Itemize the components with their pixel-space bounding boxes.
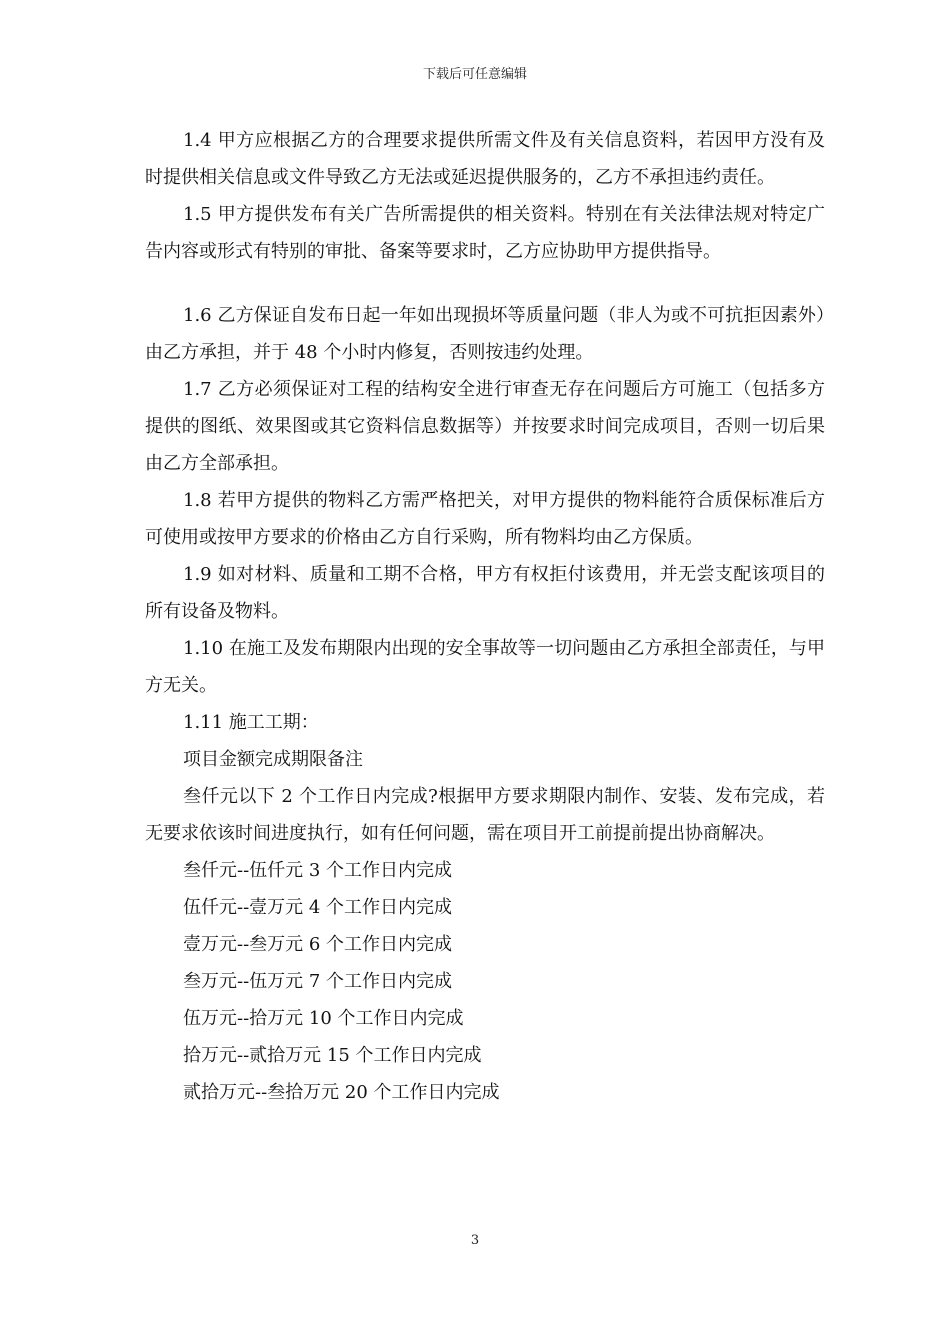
paragraph-1-5: 1.5 甲方提供发布有关广告所需提供的相关资料。特别在有关法律法规对特定广告内容或形式有特别的审批、备案等要求时，乙方应协助甲方提供指导。 [145,204,825,262]
schedule-row-3000-5000: 叁仟元--伍仟元 3 个工作日内完成 [183,860,453,881]
paragraph-1-10: 1.10 在施工及发布期限内出现的安全事故等一切问题由乙方承担全部责任，与甲方无关。 [145,638,825,696]
paragraph-1-9: 1.9 如对材料、质量和工期不合格，甲方有权拒付该费用，并无尝支配该项目的所有设备及物料。 [145,564,825,622]
document-body [145,122,825,1111]
schedule-row-100000-200000: 拾万元--贰拾万元 15 个工作日内完成 [183,1045,482,1066]
paragraph-1-11: 1.11 施工工期： [183,712,319,733]
paragraph-1-7: 1.7 乙方必须保证对工程的结构安全进行审查无存在问题后方可施工（包括多方提供的图纸、效果图或其它资料信息数据等）并按要求时间完成项目，否则一切后果由乙方全部承担。 [145,379,825,474]
schedule-row-200000-300000: 贰拾万元--叁拾万元 20 个工作日内完成 [183,1082,500,1103]
schedule-row-10000-30000: 壹万元--叁万元 6 个工作日内完成 [183,934,453,955]
blank-line [145,270,825,297]
page-number: 3 [470,1233,480,1248]
schedule-row-30000-50000: 叁万元--伍万元 7 个工作日内完成 [183,971,453,992]
schedule-header-row: 项目金额完成期限备注 [183,749,363,770]
schedule-row-50000-100000: 伍万元--拾万元 10 个工作日内完成 [183,1008,464,1029]
schedule-row-5000-10000: 伍仟元--壹万元 4 个工作日内完成 [183,897,453,918]
paragraph-1-4: 1.4 甲方应根据乙方的合理要求提供所需文件及有关信息资料，若因甲方没有及时提供相关信息或文件导致乙方无法或延迟提供服务的，乙方不承担违约责任。 [145,130,825,188]
paragraph-1-6: 1.6 乙方保证自发布日起一年如出现损坏等质量问题（非人为或不可抗拒因素外）由乙方承担，并于 48 个小时内修复，否则按违约处理。 [145,305,825,363]
schedule-row-under-3000: 叁仟元以下 2 个工作日内完成?根据甲方要求期限内制作、安装、发布完成，若无要求依该时间进度执行，如有任何问题，需在项目开工前提前提出协商解决。 [145,786,825,844]
paragraph-1-8: 1.8 若甲方提供的物料乙方需严格把关，对甲方提供的物料能符合质保标准后方可使用或按甲方要求的价格由乙方自行采购，所有物料均由乙方保质。 [145,490,825,548]
page-header: 下载后可任意编辑 [422,67,527,82]
